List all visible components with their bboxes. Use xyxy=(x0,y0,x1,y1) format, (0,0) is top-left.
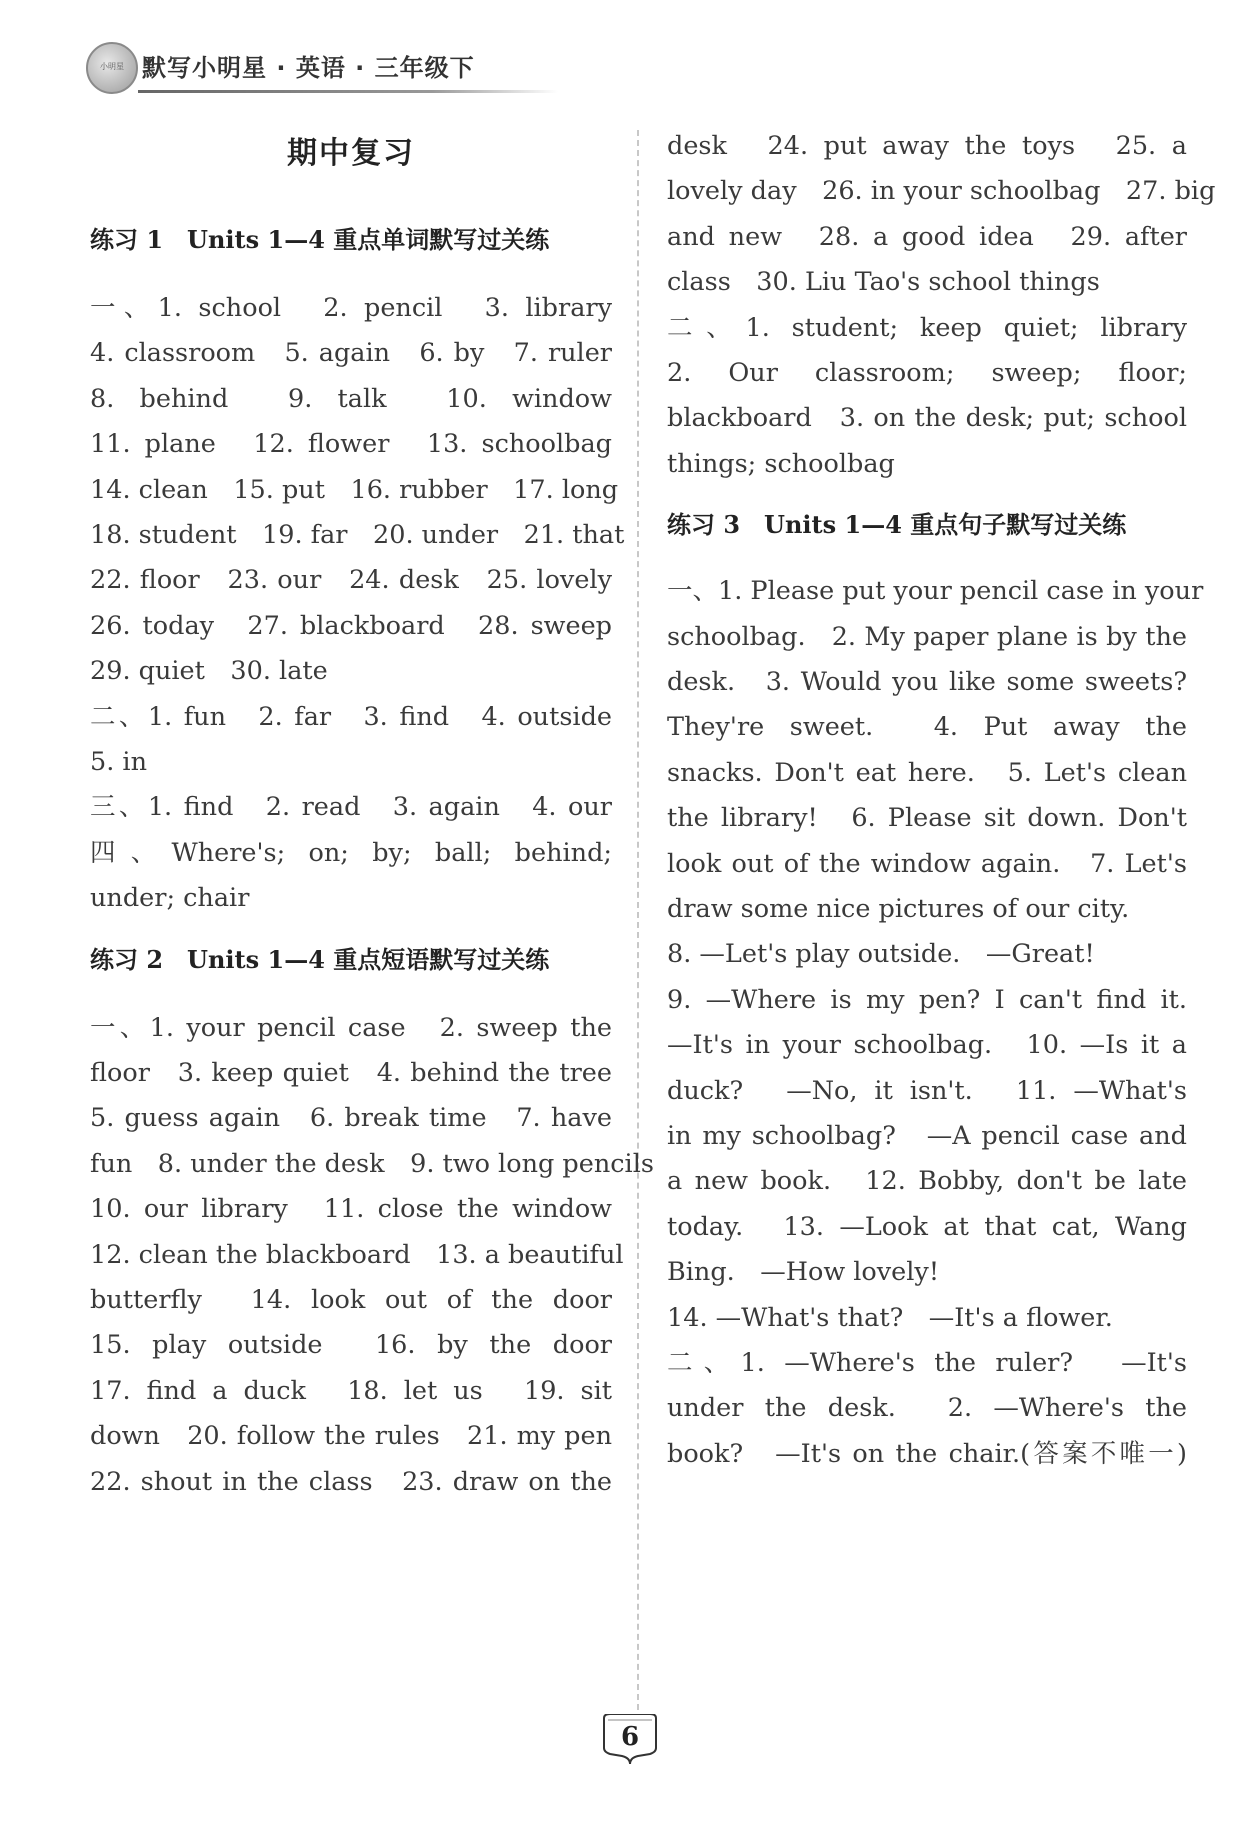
answer-line: lovely day 26. in your schoolbag 27. big xyxy=(667,176,1216,207)
answer-line: today. 13. —Look at that cat, Wang xyxy=(667,1211,1187,1242)
answer-line: a new book. 12. Bobby, don't be late xyxy=(667,1166,1187,1197)
answer-line: 5. guess again 6. break time 7. have xyxy=(90,1103,612,1134)
answer-line: duck? —No, it isn't. 11. —What's xyxy=(667,1075,1187,1106)
answer-line: 22. shout in the class 23. draw on the xyxy=(90,1466,612,1497)
answer-line: snacks. Don't eat here. 5. Let's clean xyxy=(667,757,1187,788)
answer-line: 二、1. student; keep quiet; library xyxy=(667,312,1187,343)
answer-line: 17. find a duck 18. let us 19. sit xyxy=(90,1375,612,1406)
answer-line: 4. classroom 5. again 6. by 7. ruler xyxy=(90,338,612,369)
answer-line: in my schoolbag? —A pencil case and xyxy=(667,1121,1187,1151)
answer-line: 一、1. your pencil case 2. sweep the xyxy=(90,1012,612,1043)
series-logo-icon: 小明星 xyxy=(86,42,138,94)
answer-line: 2. Our classroom; sweep; floor; xyxy=(667,358,1187,388)
answer-line: 一、1. school 2. pencil 3. library xyxy=(90,293,612,323)
answer-line: 8. —Let's play outside. —Great! xyxy=(667,939,1095,970)
answer-line: 5. in xyxy=(90,747,148,777)
column-divider xyxy=(637,130,639,1710)
answer-line: class 30. Liu Tao's school things xyxy=(667,267,1100,298)
answer-line: the library! 6. Please sit down. Don't xyxy=(667,803,1187,834)
answer-line: 二、1. fun 2. far 3. find 4. outside xyxy=(90,701,612,732)
answer-line: draw some nice pictures of our city. xyxy=(667,894,1130,924)
answer-line: 26. today 27. blackboard 28. sweep xyxy=(90,610,612,641)
answer-line: and new 28. a good idea 29. after xyxy=(667,221,1187,252)
answer-line: 15. play outside 16. by the door xyxy=(90,1330,612,1361)
answer-line: They're sweet. 4. Put away the xyxy=(667,712,1187,743)
answer-line: things; schoolbag xyxy=(667,448,895,479)
answer-line: 三、1. find 2. read 3. again 4. our xyxy=(90,792,612,823)
answer-line: look out of the window again. 7. Let's xyxy=(667,848,1187,879)
section-heading: 练习 3 Units 1—4 重点句子默写过关练 xyxy=(667,510,1127,540)
answer-line: under; chair xyxy=(90,883,250,914)
page-number: 6 xyxy=(620,1722,640,1752)
answer-line: desk 24. put away the toys 25. a xyxy=(667,131,1187,161)
answer-line: 10. our library 11. close the window xyxy=(90,1194,612,1225)
answer-line: 8. behind 9. talk 10. window xyxy=(90,383,612,414)
answer-line: 一、1. Please put your pencil case in your xyxy=(667,576,1204,607)
answer-line: fun 8. under the desk 9. two long pencils xyxy=(90,1148,654,1179)
page-title: 期中复习 xyxy=(287,136,415,171)
answer-line: down 20. follow the rules 21. my pen xyxy=(90,1421,612,1452)
answer-line: 9. —Where is my pen? I can't find it. xyxy=(667,984,1187,1015)
answer-line: under the desk. 2. —Where's the xyxy=(667,1393,1187,1424)
running-header xyxy=(86,40,646,96)
answer-line: 18. student 19. far 20. under 21. that xyxy=(90,520,625,550)
answer-line: Bing. —How lovely! xyxy=(667,1257,940,1288)
answer-line: 29. quiet 30. late xyxy=(90,656,328,687)
section-heading: 练习 2 Units 1—4 重点短语默写过关练 xyxy=(90,944,550,974)
page-number-badge xyxy=(598,1714,662,1764)
section-heading: 练习 1 Units 1—4 重点单词默写过关练 xyxy=(90,225,550,254)
answer-line: 二、1. —Where's the ruler? —It's xyxy=(667,1348,1187,1378)
answer-line: 11. plane 12. flower 13. schoolbag xyxy=(90,429,612,460)
answer-line: 12. clean the blackboard 13. a beautiful xyxy=(90,1239,624,1270)
answer-line: desk. 3. Would you like some sweets? xyxy=(667,667,1187,697)
answer-line: schoolbag. 2. My paper plane is by the xyxy=(667,621,1187,652)
answer-line: 14. clean 15. put 16. rubber 17. long xyxy=(90,474,619,505)
answer-line: —It's in your schoolbag. 10. —Is it a xyxy=(667,1030,1187,1061)
answer-line: floor 3. keep quiet 4. behind the tree xyxy=(90,1058,612,1088)
book-title: 默写小明星 · 英语 · 三年级下 xyxy=(142,54,475,82)
answer-line: blackboard 3. on the desk; put; school xyxy=(667,403,1187,434)
answer-line: butterfly 14. look out of the door xyxy=(90,1285,612,1315)
answer-line: 14. —What's that? —It's a flower. xyxy=(667,1302,1113,1333)
header-rule xyxy=(138,90,558,93)
answer-line: 22. floor 23. our 24. desk 25. lovely xyxy=(90,565,612,596)
answer-line: book? —It's on the chair.(答案不唯一) xyxy=(667,1438,1187,1469)
answer-line: 四、Where's; on; by; ball; behind; xyxy=(90,837,612,868)
